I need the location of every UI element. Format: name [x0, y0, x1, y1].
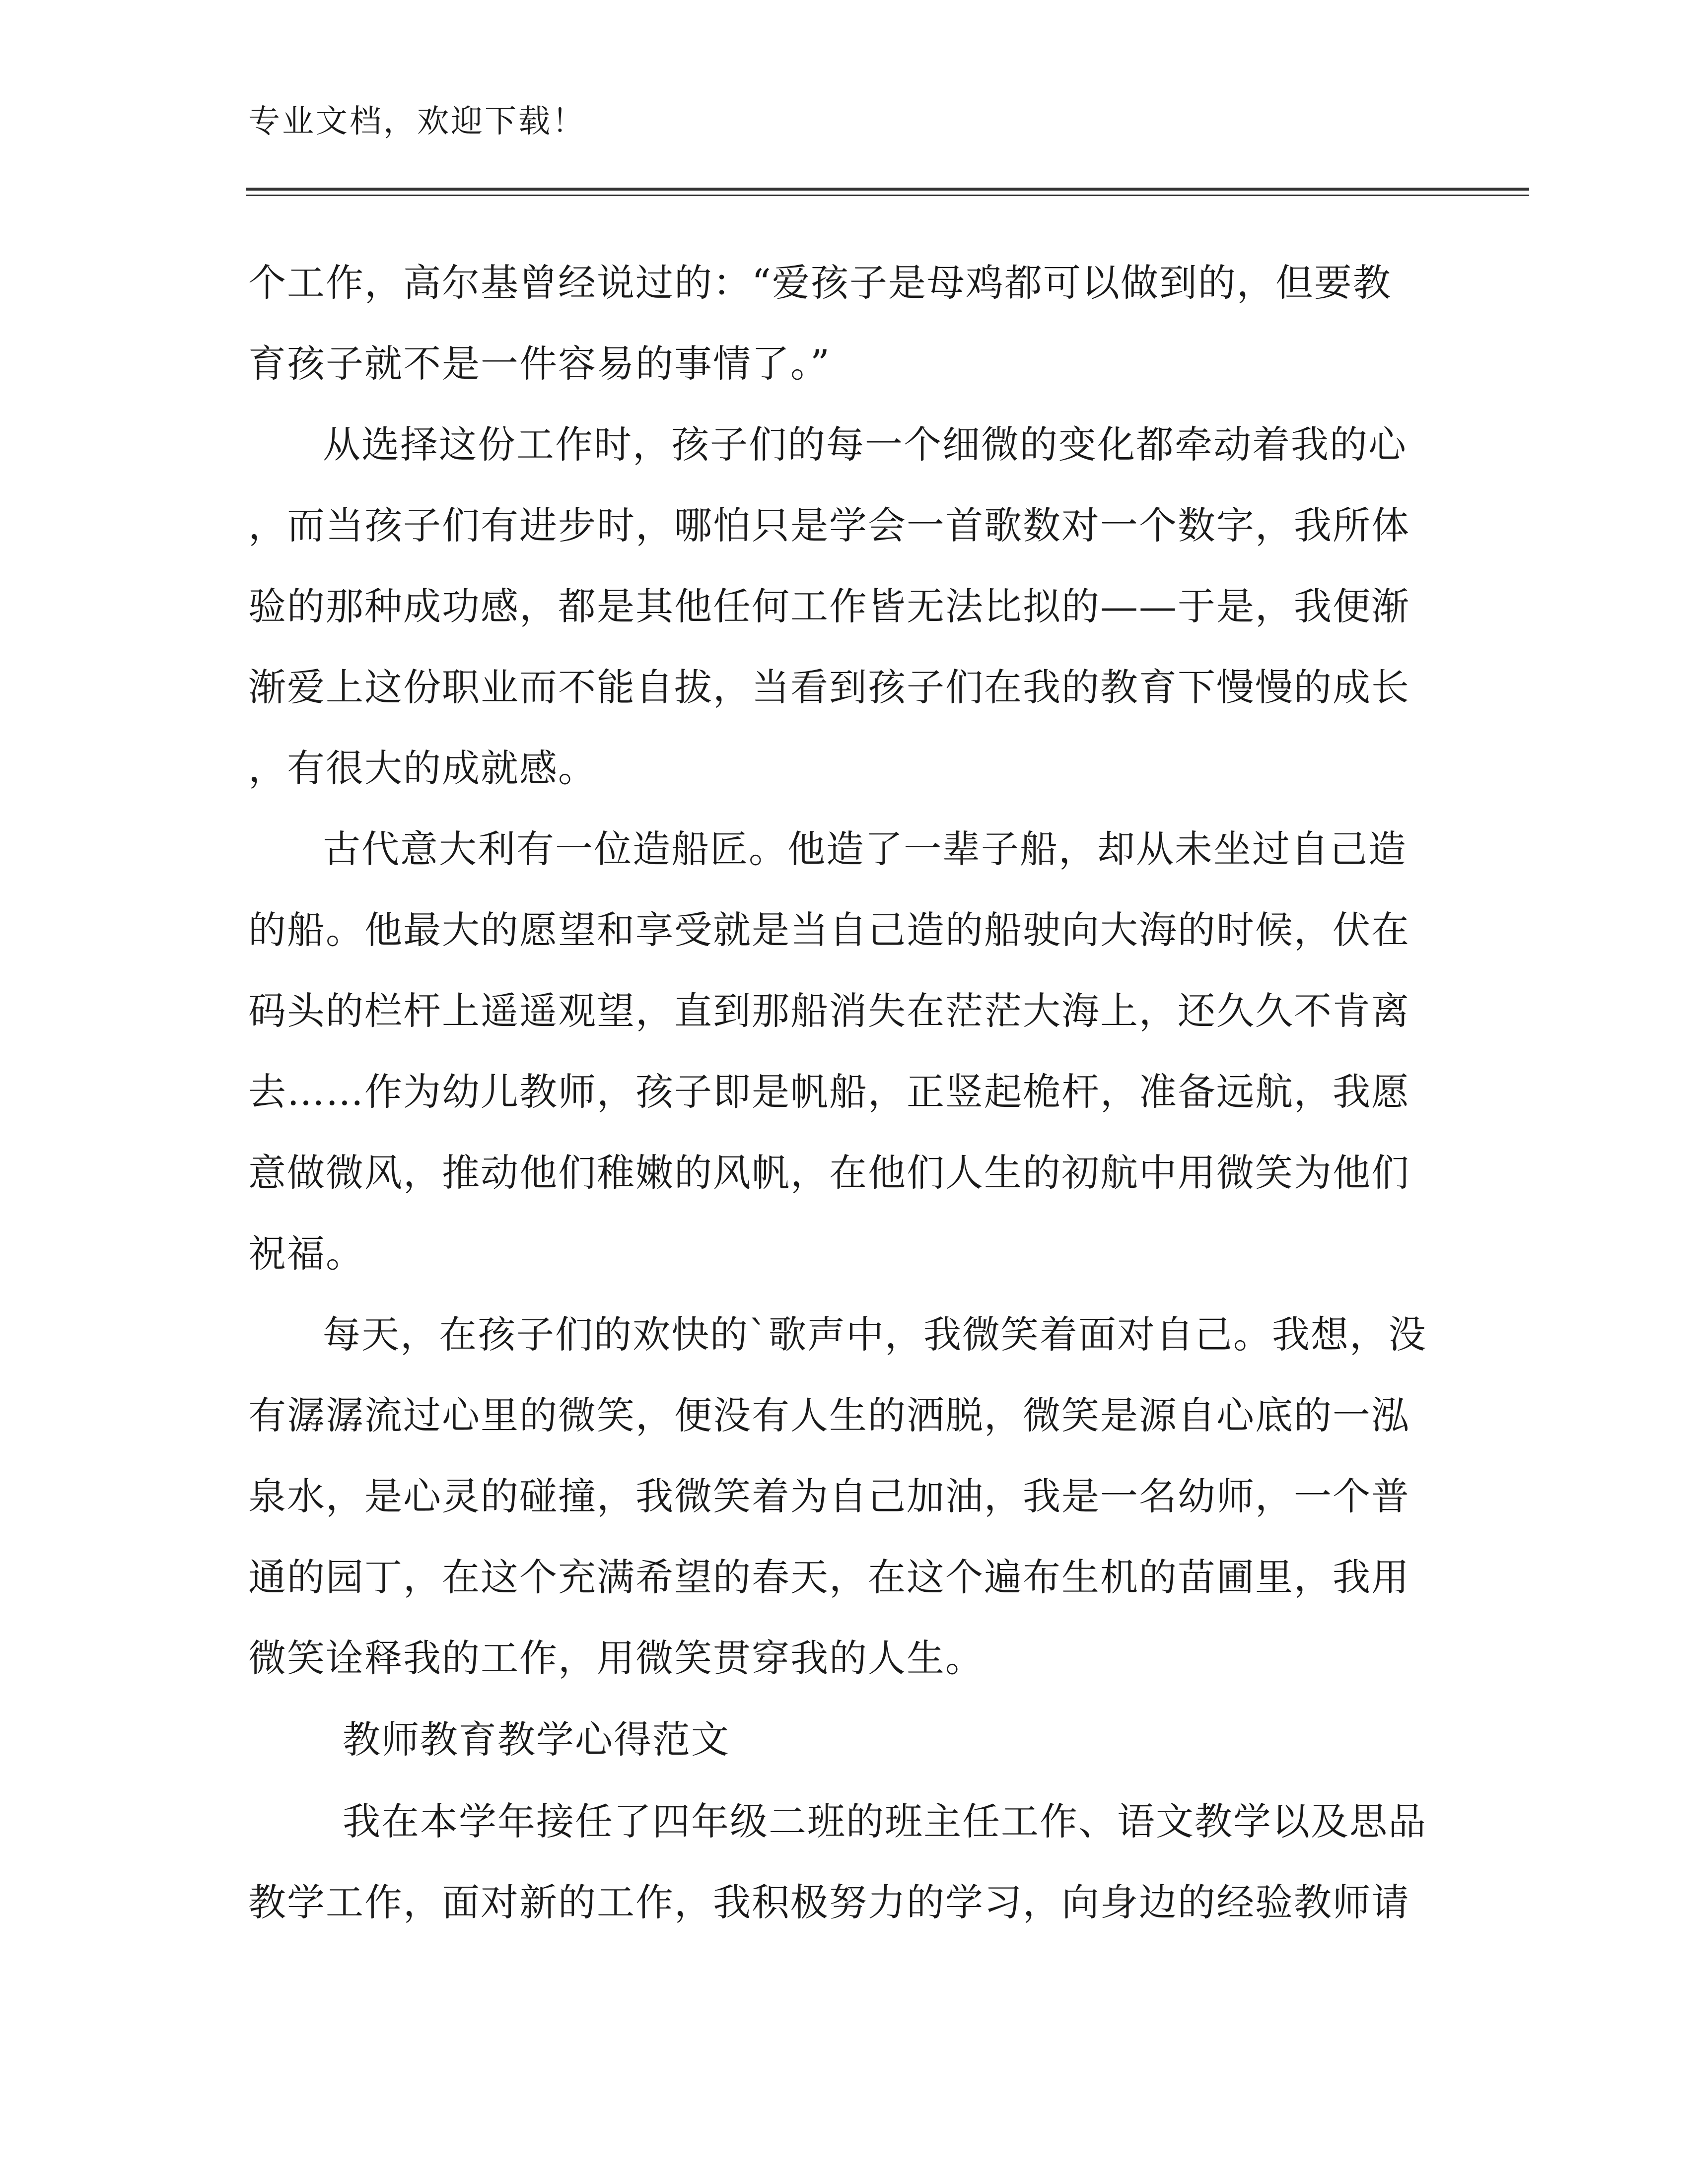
body-line: 祝福。	[248, 1231, 364, 1276]
body-line: ，有很大的成就感。	[248, 746, 597, 790]
body-line: 码头的栏杆上遥遥观望，直到那船消失在茫茫大海上，还久久不肯离	[248, 989, 1410, 1033]
body-line: 每天，在孩子们的欢快的`歌声中，我微笑着面对自己。我想，没	[323, 1312, 1427, 1357]
body-line: 泉水，是心灵的碰撞，我微笑着为自己加油，我是一名幼师，一个普	[248, 1474, 1410, 1518]
body-line: 从选择这份工作时，孩子们的每一个细微的变化都牵动着我的心	[323, 422, 1407, 467]
header-rule-thin	[246, 195, 1529, 196]
body-line: 有潺潺流过心里的微笑，便没有人生的洒脱，微笑是源自心底的一泓	[248, 1393, 1410, 1437]
body-line: 渐爱上这份职业而不能自拔，当看到孩子们在我的教育下慢慢的成长	[248, 665, 1410, 709]
body-line: 验的那种成功感，都是其他任何工作皆无法比拟的——于是，我便渐	[248, 584, 1410, 628]
body-line: 去……作为幼儿教师，孩子即是帆船，正竖起桅杆，准备远航，我愿	[248, 1070, 1410, 1114]
body-line: 意做微风，推动他们稚嫩的风帆，在他们人生的初航中用微笑为他们	[248, 1151, 1410, 1195]
section-line: 教学工作，面对新的工作，我积极努力的学习，向身边的经验教师请	[248, 1880, 1410, 1924]
body-line: 古代意大利有一位造船匠。他造了一辈子船，却从未坐过自己造	[323, 827, 1407, 871]
section-heading: 教师教育教学心得范文	[343, 1717, 730, 1762]
section-line: 我在本学年接任了四年级二班的班主任工作、语文教学以及思品	[343, 1799, 1427, 1843]
body-line: 的船。他最大的愿望和享受就是当自己造的船驶向大海的时候，伏在	[248, 908, 1410, 952]
body-line: 个工作，高尔基曾经说过的：“爱孩子是母鸡都可以做到的，但要教	[248, 261, 1392, 305]
header-text: 专业文档，欢迎下载！	[248, 103, 586, 140]
body-line: ，而当孩子们有进步时，哪怕只是学会一首歌数对一个数字，我所体	[248, 503, 1410, 547]
header-rule-thick	[246, 188, 1529, 191]
body-line: 育孩子就不是一件容易的事情了。”	[248, 341, 831, 386]
body-line: 通的园丁，在这个充满希望的春天，在这个遍布生机的苗圃里，我用	[248, 1555, 1410, 1599]
body-line: 微笑诠释我的工作，用微笑贯穿我的人生。	[248, 1636, 984, 1680]
